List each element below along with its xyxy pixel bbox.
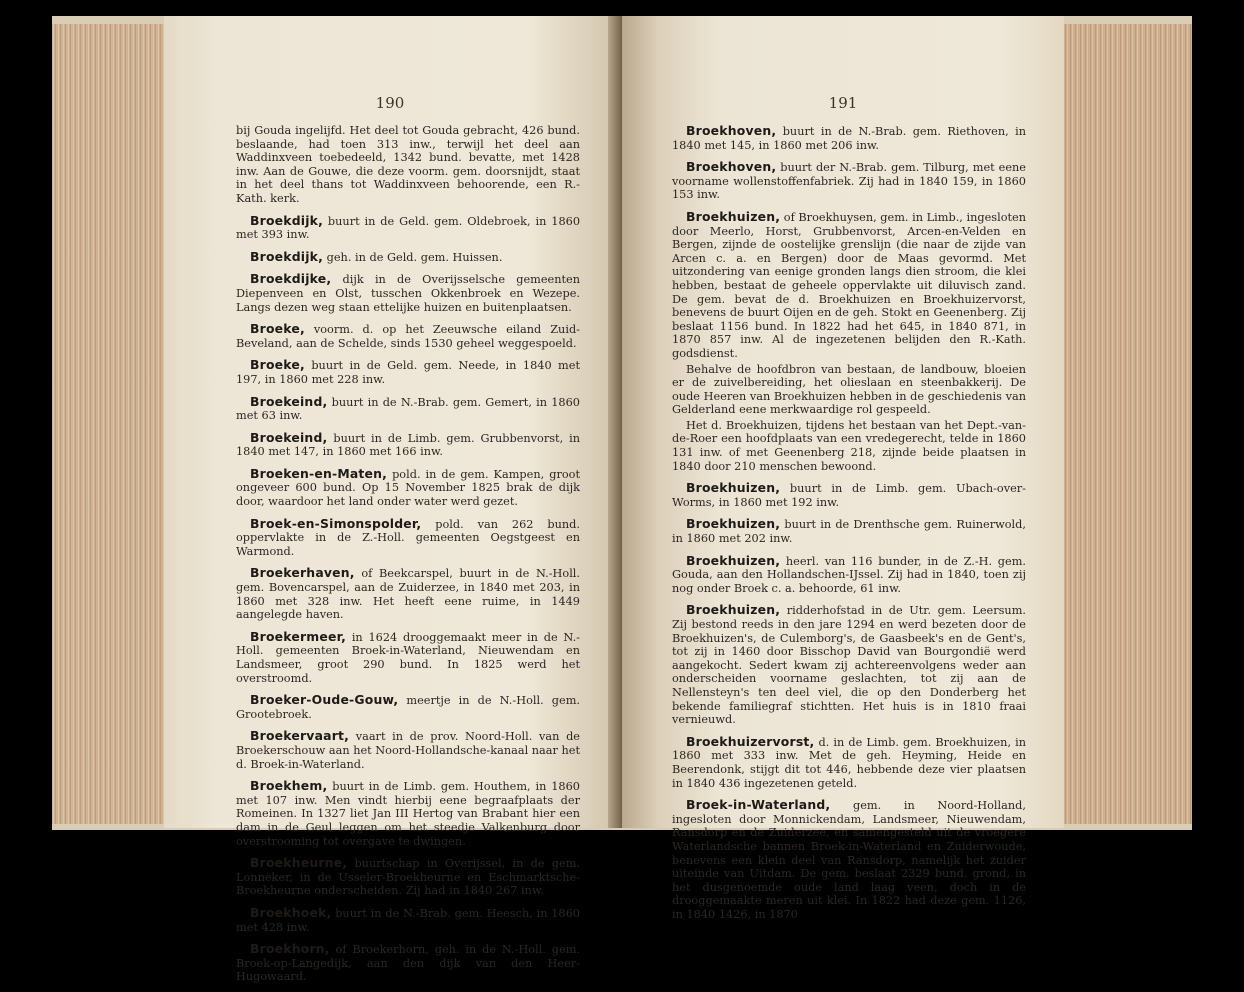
dictionary-entry [672,554,1026,596]
entry-text: buurtschap in Overijssel, in de gem. Lonneker, in de Usseler-Broekheurne en Eschmarktsche-Broekheurne onderscheiden. Zij had in 1840 267 inw. [236,857,580,898]
entry-headword: Broeke, [250,357,305,373]
entry-text: d. in de Limb. gem. Broekhuizen, in 1860 met 333 inw. Met de geh. Heyming, Heide en Beerendonk, stijgt dit tot 446, hebbende deze vier plaatsen in 1840 436 ingezetenen geteld. [672,735,1027,790]
entry-headword: Broekdijk, [250,248,324,264]
entry-text: buurt in de Geld. gem. Neede, in 1840 met 197, in 1860 met 228 inw. [236,359,580,386]
dictionary-entry [236,630,580,685]
dictionary-entry [236,942,580,984]
dictionary-entry [672,735,1026,790]
entry-text: in 1624 drooggemaakt meer in de N.-Holl. gemeenten Broek-in-Waterland, Nieuwendam en Landsmeer, groot 290 bund. In 1825 werd het overstroomd. [236,630,580,685]
entry-text: pold. van 262 bund. oppervlakte in de Z.-Holl. gemeenten Oegstgeest en Warmond. [236,517,580,558]
dictionary-entry [236,272,580,314]
dictionary-entry [672,160,1026,202]
open-book [52,16,1192,984]
entry-headword: Broekhuizervorst, [686,733,815,749]
dictionary-entry [236,729,580,771]
entry-text: of Broekerhorn, geh. in de N.-Holl. gem. Broek-op-Langedijk, aan den dijk van den Heer-Hugowaard. [236,943,580,984]
entry-headword: Broeken-en-Maten, [250,465,388,481]
entry-text: gem. in Noord-Holland, ingesloten door Monnickendam, Landsmeer, Nieuwendam, Ransdorp en de Zuiderzee, en samengesteld uit de vroegere Waterlandsche bannen Broek-in-Waterland en Zuiderwoude, benevens een klein deel van Ransdorp, namelijk het zuider uiteinde van Uitdam. De gem. beslaat 2329 bund. grond, in het dusgenoemde oude land laag veen, doch in de drooggemaakte meren uit klei. In 1822 had deze gem. 1126, in 1840 1426, in 1870 [672,799,1026,921]
entry-headword: Broekhoven, [686,123,777,138]
dictionary-entry [672,517,1026,545]
entry-subparagraph: Behalve de hoofdbron van bestaan, de landbouw, bloeien er de zuivelbereiding, het olieslaan en steenbakkerij. De oude Heeren van Broekhuizen hebben in de geschiedenis van Gelderland eene merkwaardige rol gespeeld. [672,362,1026,417]
entry-headword: Broeke, [250,321,305,337]
entry-headword: Broekhuizen, [686,552,781,568]
dictionary-entry [672,481,1026,509]
right-page-edges [1064,24,1192,824]
left-text-column [236,124,580,992]
entry-headword: Broek-en-Simonspolder, [250,515,422,531]
entry-text: geh. in de Geld. gem. Huissen. [326,250,503,264]
dictionary-entry [236,322,580,350]
entry-headword: Broekeind, [250,393,328,409]
entry-headword: Broekhem, [250,778,328,794]
entry-headword: Broekhuizen, [686,602,781,618]
right-page [622,16,1064,921]
page-number-right: 191 [828,94,858,112]
entry-text: bij Gouda ingelijfd. Het deel tot Gouda gebracht, 426 bund. beslaande, had toen 313 inw., terwijl het deel aan Waddinxveen toebedeeld, 1342 bund. bevatte, met 1428 inw. Aan de Gouwe, die deze voorm. gem. doorsnijdt, staat in het deel thans tot Waddinxveen behoorende, een R.-Kath. kerk. [236,124,580,205]
entry-headword: Broekervaart, [250,728,350,744]
dictionary-entry [236,395,580,423]
entry-text: buurt in de Limb. gem. Houthem, in 1860 met 107 inw. Men vindt hierbij eene begraafplaats der Romeinen. In 1327 liet Jan III Hertog van Brabant hier een dam in de Geul leggen om het steedje Valkenburg door overstrooming tot overgave te dwingen. [236,780,580,848]
entry-text: ridderhofstad in de Utr. gem. Leersum. Zij bestond reeds in den jare 1294 en werd bezeten door de Broekhuizen's, de Culemborg's, de Gaasbeek's en de Gent's, tot zij in 1460 door Bisschop David van Bourgondië werd aangekocht. Sedert kwam zij achtereenvolgens weder aan onderscheiden voorname geslachten, tot zij aan de Nellensteyn's ten deel viel, die op den Donderberg het bekende familiegraf stichtten. Het huis is in 1810 fraai vernieuwd. [672,604,1026,727]
entry-text: buurt in de N.-Brab. gem. Riethoven, in 1840 met 145, in 1860 met 206 inw. [672,125,1026,152]
dictionary-entry [236,856,580,898]
entry-text: buurt in de Limb. gem. Ubach-over-Worms, in 1860 met 192 inw. [672,482,1026,509]
entry-headword: Broekdijke, [250,271,332,287]
dictionary-entry [236,517,580,559]
entry-text: of Broekhuysen, gem. in Limb., ingesloten door Meerlo, Horst, Grubbenvorst, Arcen-en-Velden en Bergen, zijnde de oostelijke grenslijn (die naar de zijde van Arcen c. a. en Bergen) door de Maas gevormd. Met uitzondering van eenige gronden langs dien stroom, die klei hebben, bestaat de geheele oppervlakte uit diluvisch zand. De gem. bevat de d. Broekhuizen en Broekhuizervorst, benevens de buurt Oijen en de geh. Stokt en Geenenberg. Zij beslaat 1156 bund. In 1822 had het 645, in 1840 871, in 1870 857 inw. Al de ingezetenen belijden den R.-Kath. godsdienst. [672,210,1027,360]
entry-headword: Broekhoek, [250,904,332,920]
entry-text: pold. in de gem. Kampen, groot ongeveer 600 bund. Op 15 November 1825 brak de dijk door, waardoor het land onder water werd gezet. [236,467,580,509]
dictionary-entry [236,250,580,265]
entry-text: voorm. d. op het Zeeuwsche eiland Zuid-Beveland, aan de Schelde, sinds 1530 geheel weggespoeld. [236,323,580,350]
entry-text: of Beekcarspel, buurt in de N.-Holl. gem. Bovencarspel, aan de Zuiderzee, in 1840 met 203, in 1860 met 328 inw. Het heeft eene ruime, in 1449 aangelegde haven. [236,567,581,622]
dictionary-entry [236,124,580,206]
dictionary-entry [236,693,580,721]
dictionary-entry [236,431,580,459]
entry-text: buurt in de Limb. gem. Grubbenvorst, in 1840 met 147, in 1860 met 166 inw. [236,431,581,459]
left-page-edges [52,24,164,824]
entry-text: buurt in de Geld. gem. Oldebroek, in 1860 met 393 inw. [236,214,581,242]
entry-text: vaart in de prov. Noord-Holl. van de Broekerschouw aan het Noord-Hollandsche-kanaal naar het d. Broek-in-Waterland. [236,730,581,771]
dictionary-entry [236,467,580,509]
right-text-column [672,124,1026,929]
dictionary-entry [672,603,1026,726]
dictionary-entry [672,124,1026,152]
entry-headword: Broekeind, [250,429,328,445]
entry-text: buurt in de N.-Brab. gem. Gemert, in 1860 met 63 inw. [236,395,580,423]
entry-text: buurt der N.-Brab. gem. Tilburg, met eene voorname wollenstoffenfabriek. Zij had in 1840 159, in 1860 153 inw. [672,161,1026,202]
entry-text: buurt in de Drenthsche gem. Ruinerwold, in 1860 met 202 inw. [672,518,1026,546]
entry-headword: Broekhorn, [250,941,330,957]
dictionary-entry [236,566,580,621]
entry-headword: Broekerhaven, [250,565,355,581]
entry-subparagraph: Het d. Broekhuizen, tijdens het bestaan van het Dept.-van-de-Roer een hoofdplaats van een vredegerecht, telde in 1860 131 inw. of met Geenenberg 218, zijnde beide plaatsen in 1840 door 210 menschen bewoond. [672,418,1026,473]
dictionary-entry [672,210,1026,473]
entry-headword: Broekhoven, [686,159,777,175]
dictionary-entry [672,798,1026,921]
page-number-left: 190 [375,94,405,112]
entry-text: buurt in de N.-Brab. gem. Heesch, in 1860 met 428 inw. [236,906,580,934]
entry-headword: Broek-in-Waterland, [686,797,831,813]
entry-text: meertje in de N.-Holl. gem. Grootebroek. [236,694,580,721]
entry-headword: Broeker-Oude-Gouw, [250,692,399,708]
entry-headword: Broekhuizen, [686,480,781,496]
entry-text: dijk in de Overijsselsche gemeenten Diepenveen en Olst, tusschen Okkenbroek en Wezepe. Langs dezen weg staan ettelijke huizen en buitenplaatsen. [236,273,581,314]
entry-headword: Broekermeer, [250,628,347,644]
entry-headword: Broekhuizen, [686,516,781,532]
left-page [164,16,616,984]
dictionary-entry [236,906,580,934]
dictionary-entry [236,779,580,848]
entry-headword: Broekhuizen, [686,208,781,224]
entry-text: heerl. van 116 bunder, in de Z.-H. gem. Gouda, aan den Hollandschen-IJssel. Zij had in 1840, toen zij nog onder Broek c. a. behoorde, 61 inw. [672,554,1027,595]
dictionary-entry [236,358,580,386]
entry-headword: Broekdijk, [250,212,324,228]
entry-headword: Broekheurne, [250,855,348,871]
dictionary-entry [236,214,580,242]
